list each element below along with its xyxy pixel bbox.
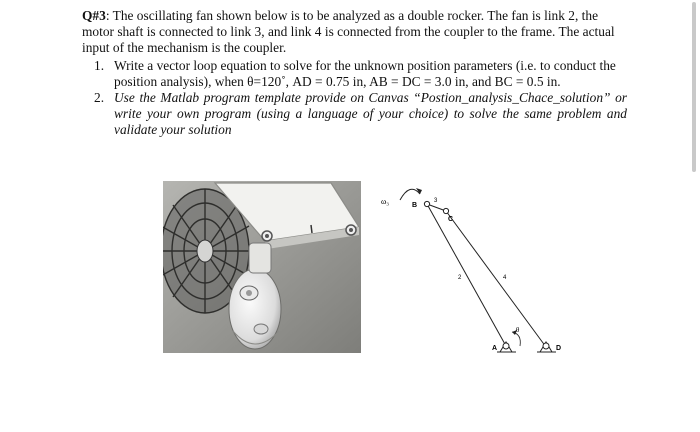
omega-label: ω₃ (381, 197, 390, 206)
ground-pin-a (497, 342, 516, 352)
task-text-1: Write a vector loop equation to solve for the unknown position parameters (i.e. to conduct the position analysis), when θ=120˚, AD = 0.75 in, AB = DC = 3.0 in, and BC = 0.5 in. (114, 58, 616, 89)
ground-pin-d (537, 342, 556, 352)
label-b: B (412, 202, 418, 209)
question-body: : The oscillating fan shown below is to be analyzed as a double rocker. The fan is link 2, the motor shaft is connected to link 3, and link 4 is connected from the coupler to the frame. The actual input of the mechanism is the coupler. (82, 8, 615, 55)
omega-arc (400, 189, 420, 200)
label-link-2: 2 (458, 275, 462, 281)
fan-photo (163, 181, 361, 353)
label-link-4: 4 (503, 275, 507, 281)
task-number-1: 1. (94, 58, 105, 73)
task-text-2: Use the Matlab program template provide on Canvas “Postion_analysis_Chace_solution” or write your own program (using a language of your choice) to solve the same problem and validate your solution (114, 90, 627, 137)
task-item-1 (82, 58, 627, 90)
question-label: Q#3 (82, 8, 106, 23)
joint-c (443, 208, 448, 213)
task-item-2 (82, 90, 627, 138)
label-d: D (556, 345, 562, 352)
task-number-2: 2. (94, 90, 105, 105)
question-text (82, 8, 627, 56)
task-list (82, 58, 627, 138)
joint-b (424, 201, 429, 206)
scrollbar[interactable] (692, 2, 696, 172)
fan-photo-drawing (163, 181, 361, 353)
label-link-3: 3 (434, 198, 438, 204)
question-block (82, 8, 627, 138)
label-theta: θ (516, 326, 520, 334)
label-a: A (492, 345, 498, 352)
label-c: C (448, 216, 454, 223)
link-2 (427, 204, 506, 346)
theta-arc (512, 332, 520, 346)
linkage-diagram (376, 184, 576, 369)
